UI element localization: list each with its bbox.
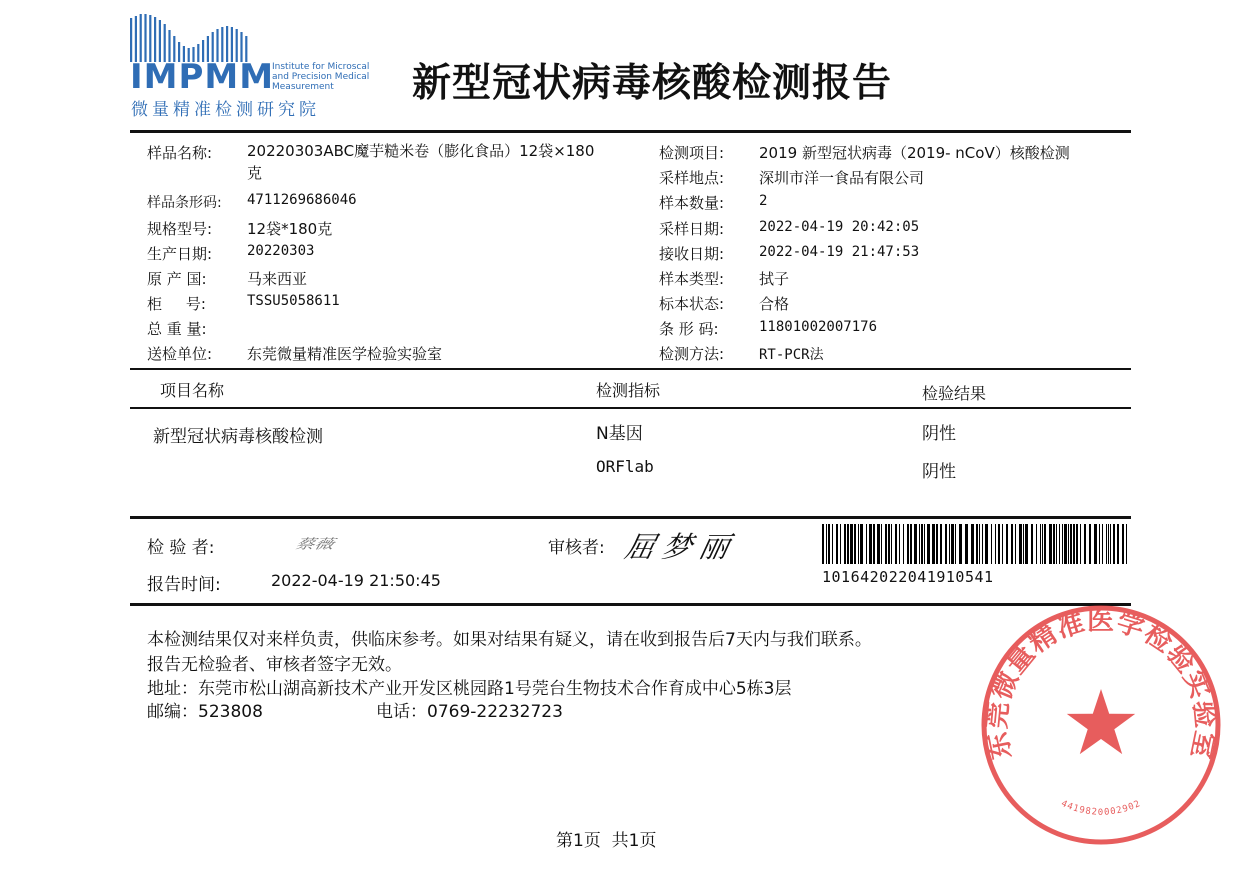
field-label: 总 重 量: xyxy=(147,320,207,338)
field-value: 2022-04-19 20:42:05 xyxy=(759,219,920,235)
field-value: 深圳市洋一食品有限公司 xyxy=(759,169,925,187)
seal-text: 东莞微量精准医学检验实验室 xyxy=(981,605,1221,763)
field-value: 克 xyxy=(247,164,263,182)
field-value: 11801002007176 xyxy=(759,319,878,335)
field-label: 采样地点: xyxy=(659,169,725,187)
logo-chinese-name: 微量精准检测研究院 xyxy=(131,100,320,120)
column-header-item: 项目名称 xyxy=(160,381,225,400)
field-value: 合格 xyxy=(759,295,790,313)
field-value: 2019 新型冠状病毒（2019- nCoV）核酸检测 xyxy=(759,144,1070,162)
report-time-value: 2022-04-19 21:50:45 xyxy=(271,571,441,590)
address-text: 地址：东莞市松山湖高新技术产业开发区桃园路1号莞台生物技术合作育成中心5栋3层 xyxy=(147,679,792,699)
reviewer-label: 审核者: xyxy=(548,538,605,558)
barcode-icon xyxy=(822,524,1130,564)
signature-notice: 报告无检验者、审核者签字无效。 xyxy=(147,655,402,675)
column-header-result: 检验结果 xyxy=(922,384,987,403)
page-number: 第1页 共1页 xyxy=(556,831,657,851)
report-time-label: 报告时间: xyxy=(147,575,221,595)
field-label: 柜 号: xyxy=(147,295,206,313)
divider xyxy=(130,407,1131,409)
field-label: 样品条形码: xyxy=(147,195,222,211)
field-value: 马来西亚 xyxy=(247,270,308,288)
field-value: 20220303ABC魔芋糙米卷（膨化食品）12袋×180 xyxy=(247,142,595,160)
reviewer-signature: 屈梦丽 xyxy=(622,530,741,564)
field-value: 拭子 xyxy=(759,270,790,288)
inspector-signature: 蔡薇 xyxy=(293,536,336,553)
disclaimer-text: 本检测结果仅对来样负责，供临床参考。如果对结果有疑义，请在收到报告后7天内与我们联系。 xyxy=(147,630,872,650)
divider xyxy=(130,130,1131,133)
field-value: 2 xyxy=(759,193,768,209)
inspector-label: 检 验 者: xyxy=(147,538,215,558)
result-cell: 阴性 xyxy=(922,424,956,444)
result-cell: 阴性 xyxy=(922,462,956,482)
official-seal-icon xyxy=(978,602,1224,848)
logo-english-name: Institute for Microscal and Precision Medical Measurement xyxy=(272,62,370,92)
field-value: 东莞微量精准医学检验实验室 xyxy=(247,345,443,363)
field-value: TSSU5058611 xyxy=(247,293,340,309)
field-label: 样本类型: xyxy=(659,270,725,288)
test-item-name: 新型冠状病毒核酸检测 xyxy=(153,427,323,447)
field-label: 采样日期: xyxy=(659,220,725,238)
field-label: 原 产 国: xyxy=(147,270,207,288)
barcode-number: 101642022041910541 xyxy=(822,568,994,586)
field-label: 检测项目: xyxy=(659,144,725,162)
field-label: 生产日期: xyxy=(147,245,213,263)
field-label: 标本状态: xyxy=(659,295,725,313)
divider xyxy=(130,516,1131,519)
field-label: 样品名称: xyxy=(147,144,213,162)
divider xyxy=(130,368,1131,370)
field-label: 规格型号: xyxy=(147,220,213,238)
seal-number: 4419820002902 xyxy=(1059,798,1143,818)
field-label: 送检单位: xyxy=(147,345,213,363)
postcode-text: 邮编：523808 xyxy=(147,702,263,722)
field-value: 4711269686046 xyxy=(247,192,357,208)
field-value: 12袋*180克 xyxy=(247,220,333,238)
logo-bars-icon xyxy=(130,14,250,62)
field-label: 检测方法: xyxy=(659,345,725,363)
field-label: 条 形 码: xyxy=(659,320,719,338)
field-label: 接收日期: xyxy=(659,245,725,263)
logo-wordmark: IMPMM xyxy=(130,57,275,97)
column-header-indicator: 检测指标 xyxy=(596,381,661,400)
field-value: 20220303 xyxy=(247,243,315,259)
field-label: 样本数量: xyxy=(659,194,725,212)
report-title: 新型冠状病毒核酸检测报告 xyxy=(412,61,893,106)
field-value: 2022-04-19 21:47:53 xyxy=(759,244,920,260)
indicator-cell: N基因 xyxy=(596,424,643,444)
indicator-cell: ORFlab xyxy=(596,457,654,476)
svg-text:4419820002902 xyxy=(1059,799,1142,818)
phone-text: 电话：0769-22232723 xyxy=(376,702,563,722)
field-value: RT-PCR法 xyxy=(759,347,824,363)
